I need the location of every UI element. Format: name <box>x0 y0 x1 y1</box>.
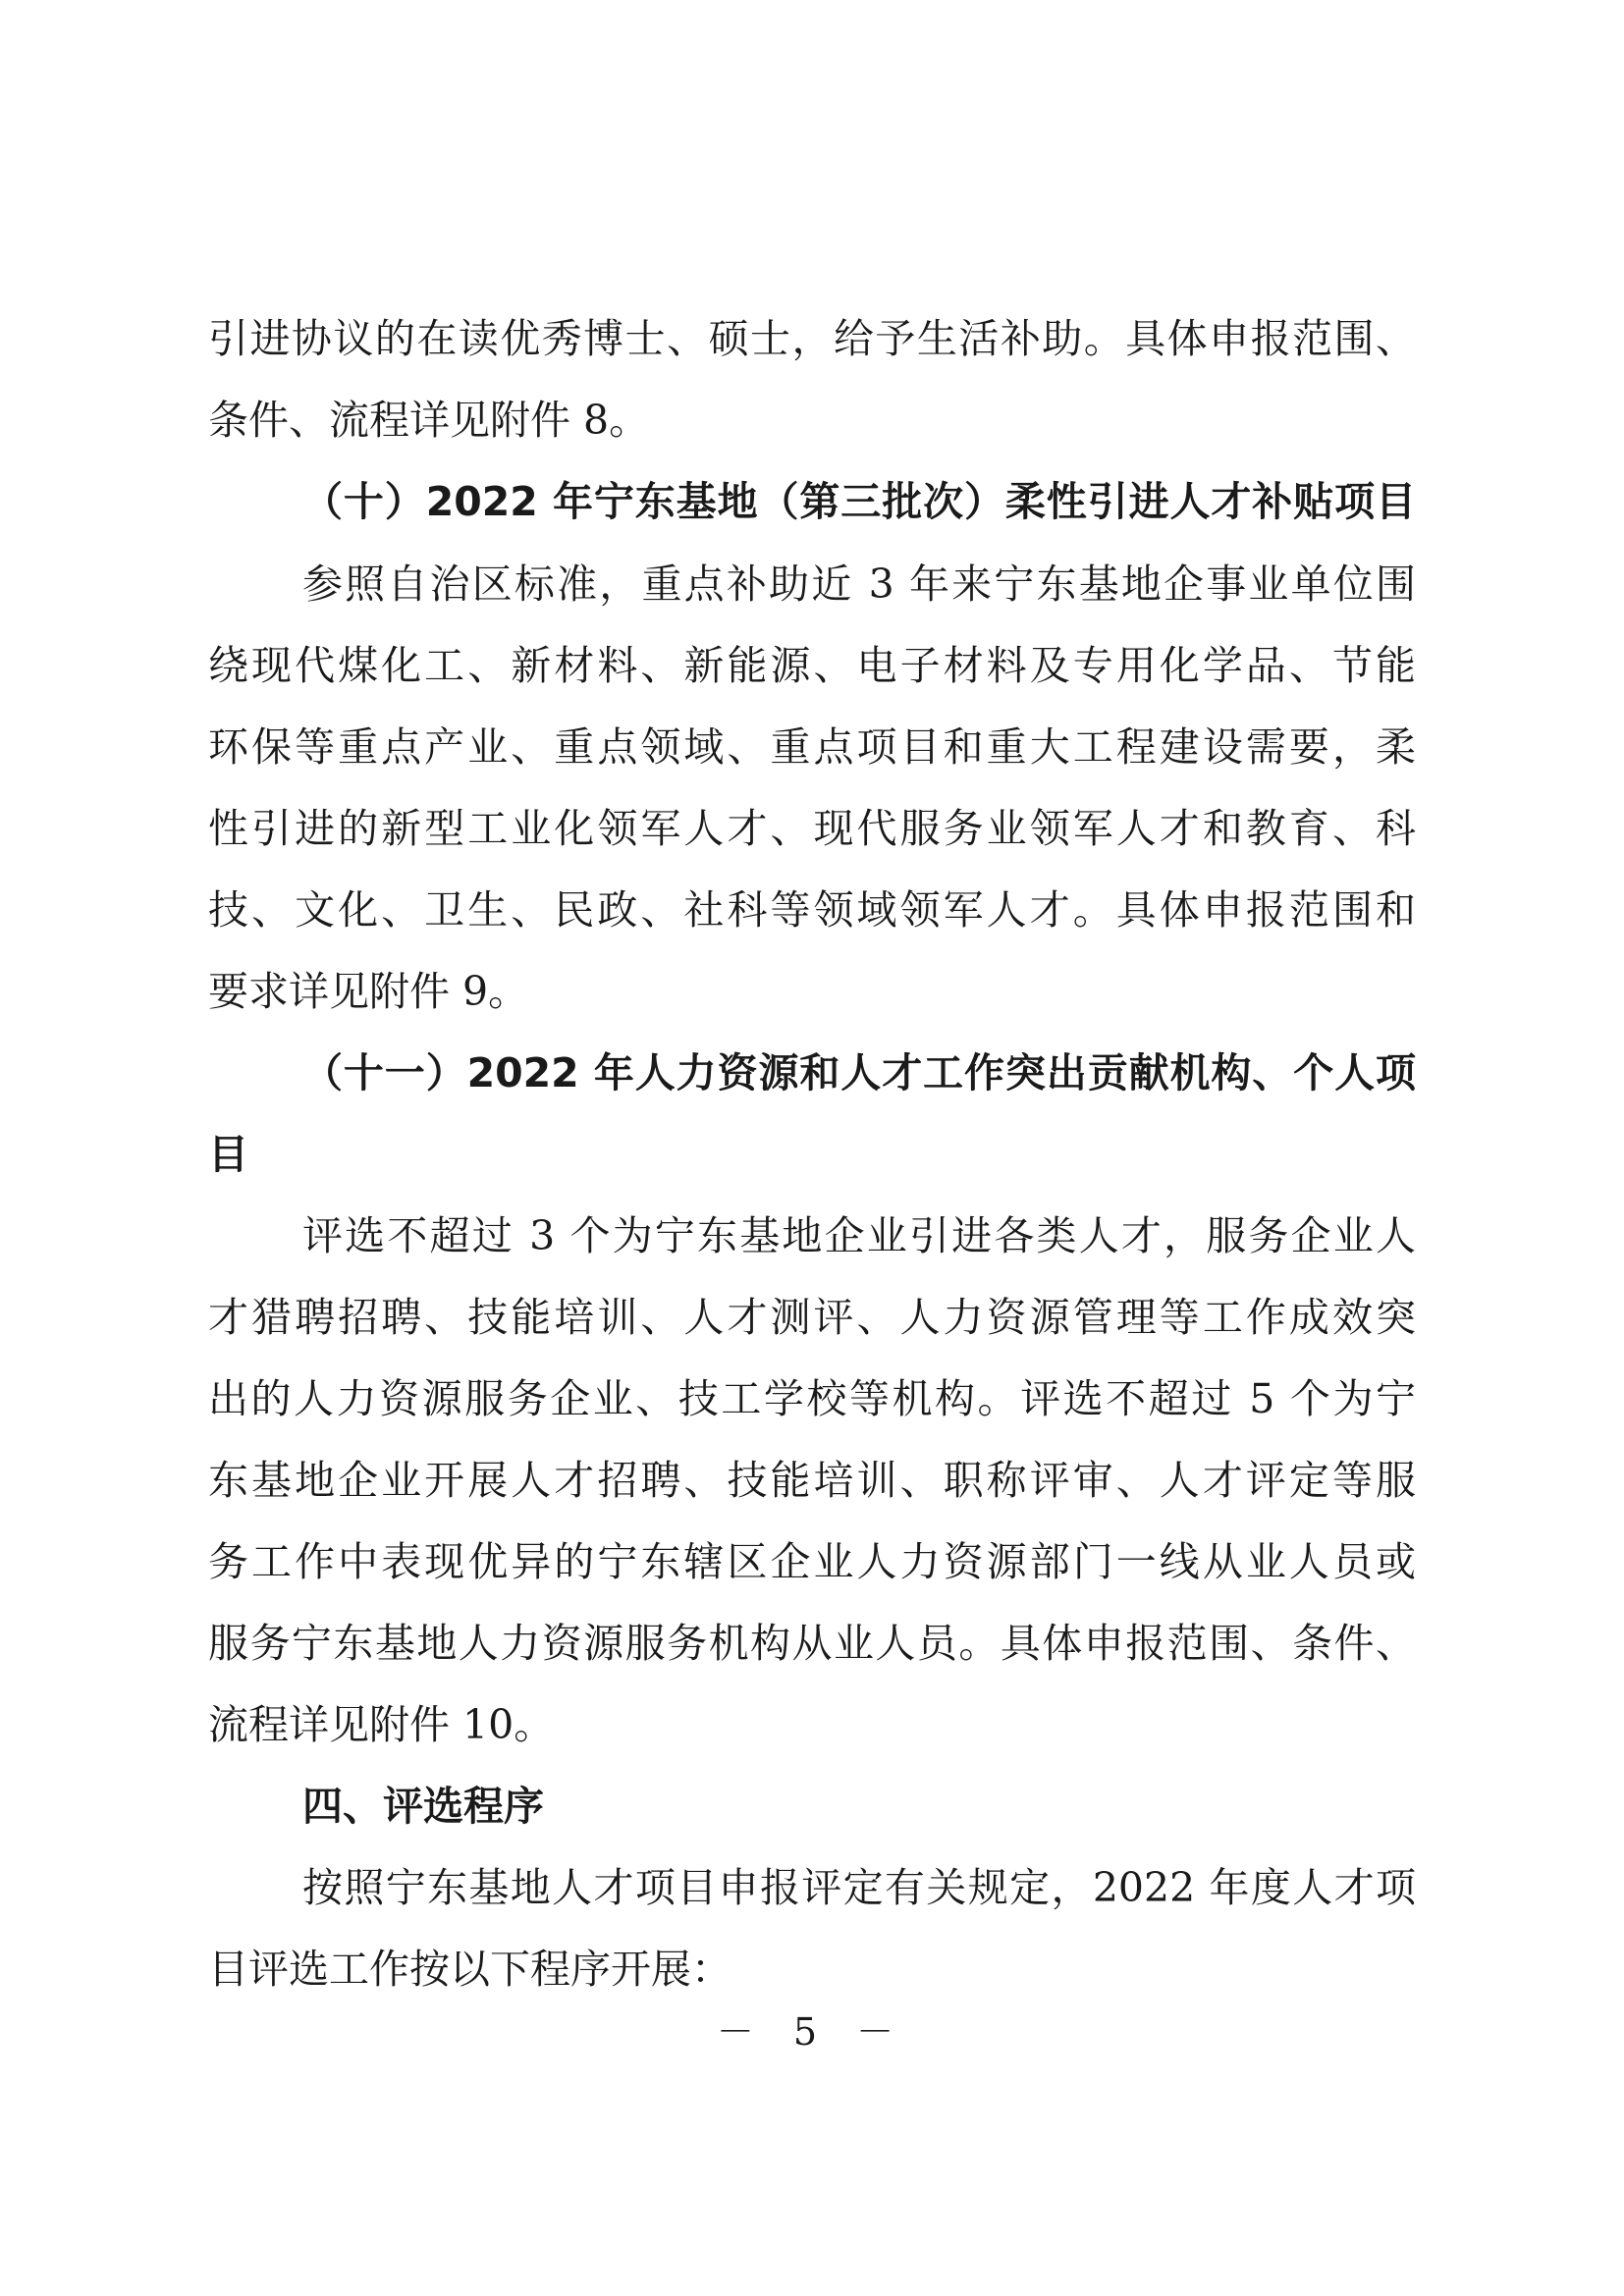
text-line: 目评选工作按以下程序开展： <box>208 1946 731 1993</box>
paragraph-line <box>0 703 1624 791</box>
text-line: 绕现代煤化工、新材料、新能源、电子材料及专用化学品、节能 <box>208 642 1416 689</box>
text-line: 务工作中表现优异的宁东辖区企业人力资源部门一线从业人员或 <box>208 1538 1416 1585</box>
paragraph-line <box>0 1436 1624 1524</box>
text-line: 环保等重点产业、重点领域、重点项目和重大工程建设需要，柔 <box>208 723 1416 771</box>
paragraph-line <box>0 1273 1624 1362</box>
text-line: 流程详见附件 10。 <box>208 1701 555 1748</box>
text-line: 引进协议的在读优秀博士、硕士，给予生活补助。具体申报范围、 <box>208 315 1416 362</box>
text-line: 参照自治区标准，重点补助近 3 年来宁东基地企事业单位围 <box>302 561 1416 608</box>
heading-text: （十一）2022 年人力资源和人才工作突出贡献机构、个人项 <box>302 1049 1416 1096</box>
text-line: 服务宁东基地人力资源服务机构从业人员。具体申报范围、条件、 <box>208 1620 1416 1667</box>
paragraph-line <box>0 784 1624 873</box>
paragraph-line <box>0 376 1624 464</box>
text-line: 技、文化、卫生、民政、社科等领域领军人才。具体申报范围和 <box>208 886 1416 934</box>
section-heading <box>0 457 1624 546</box>
paragraph-line <box>0 1843 1624 1932</box>
section-heading <box>0 1029 1624 1117</box>
heading-text: 目 <box>208 1131 248 1178</box>
paragraph-line <box>0 621 1624 710</box>
section-heading <box>0 1762 1624 1850</box>
paragraph-line <box>0 1925 1624 2013</box>
section-heading <box>0 1110 1624 1199</box>
paragraph-line <box>0 540 1624 628</box>
text-line: 评选不超过 3 个为宁东基地企业引进各类人才，服务企业人 <box>302 1212 1416 1259</box>
page-number: － 5 － <box>716 2010 908 2054</box>
paragraph-line <box>0 1192 1624 1280</box>
heading-text: 四、评选程序 <box>302 1783 544 1830</box>
text-line: 才猎聘招聘、技能培训、人才测评、人力资源管理等工作成效突 <box>208 1294 1416 1341</box>
paragraph-line <box>0 1518 1624 1606</box>
paragraph-line <box>0 294 1624 383</box>
text-line: 要求详见附件 9。 <box>208 968 529 1015</box>
paragraph-line <box>0 1355 1624 1443</box>
text-line: 性引进的新型工业化领军人才、现代服务业领军人才和教育、科 <box>208 805 1416 852</box>
text-line: 按照宁东基地人才项目申报评定有关规定，2022 年度人才项 <box>302 1864 1416 1911</box>
paragraph-line <box>0 1681 1624 1769</box>
heading-text: （十）2022 年宁东基地（第三批次）柔性引进人才补贴项目 <box>302 478 1416 525</box>
paragraph-line <box>0 1599 1624 1687</box>
paragraph-line <box>0 947 1624 1036</box>
paragraph-line <box>0 866 1624 954</box>
text-line: 东基地企业开展人才招聘、技能培训、职称评审、人才评定等服 <box>208 1457 1416 1504</box>
text-line: 出的人力资源服务企业、技工学校等机构。评选不超过 5 个为宁 <box>208 1375 1416 1422</box>
text-line: 条件、流程详见附件 8。 <box>208 397 650 444</box>
